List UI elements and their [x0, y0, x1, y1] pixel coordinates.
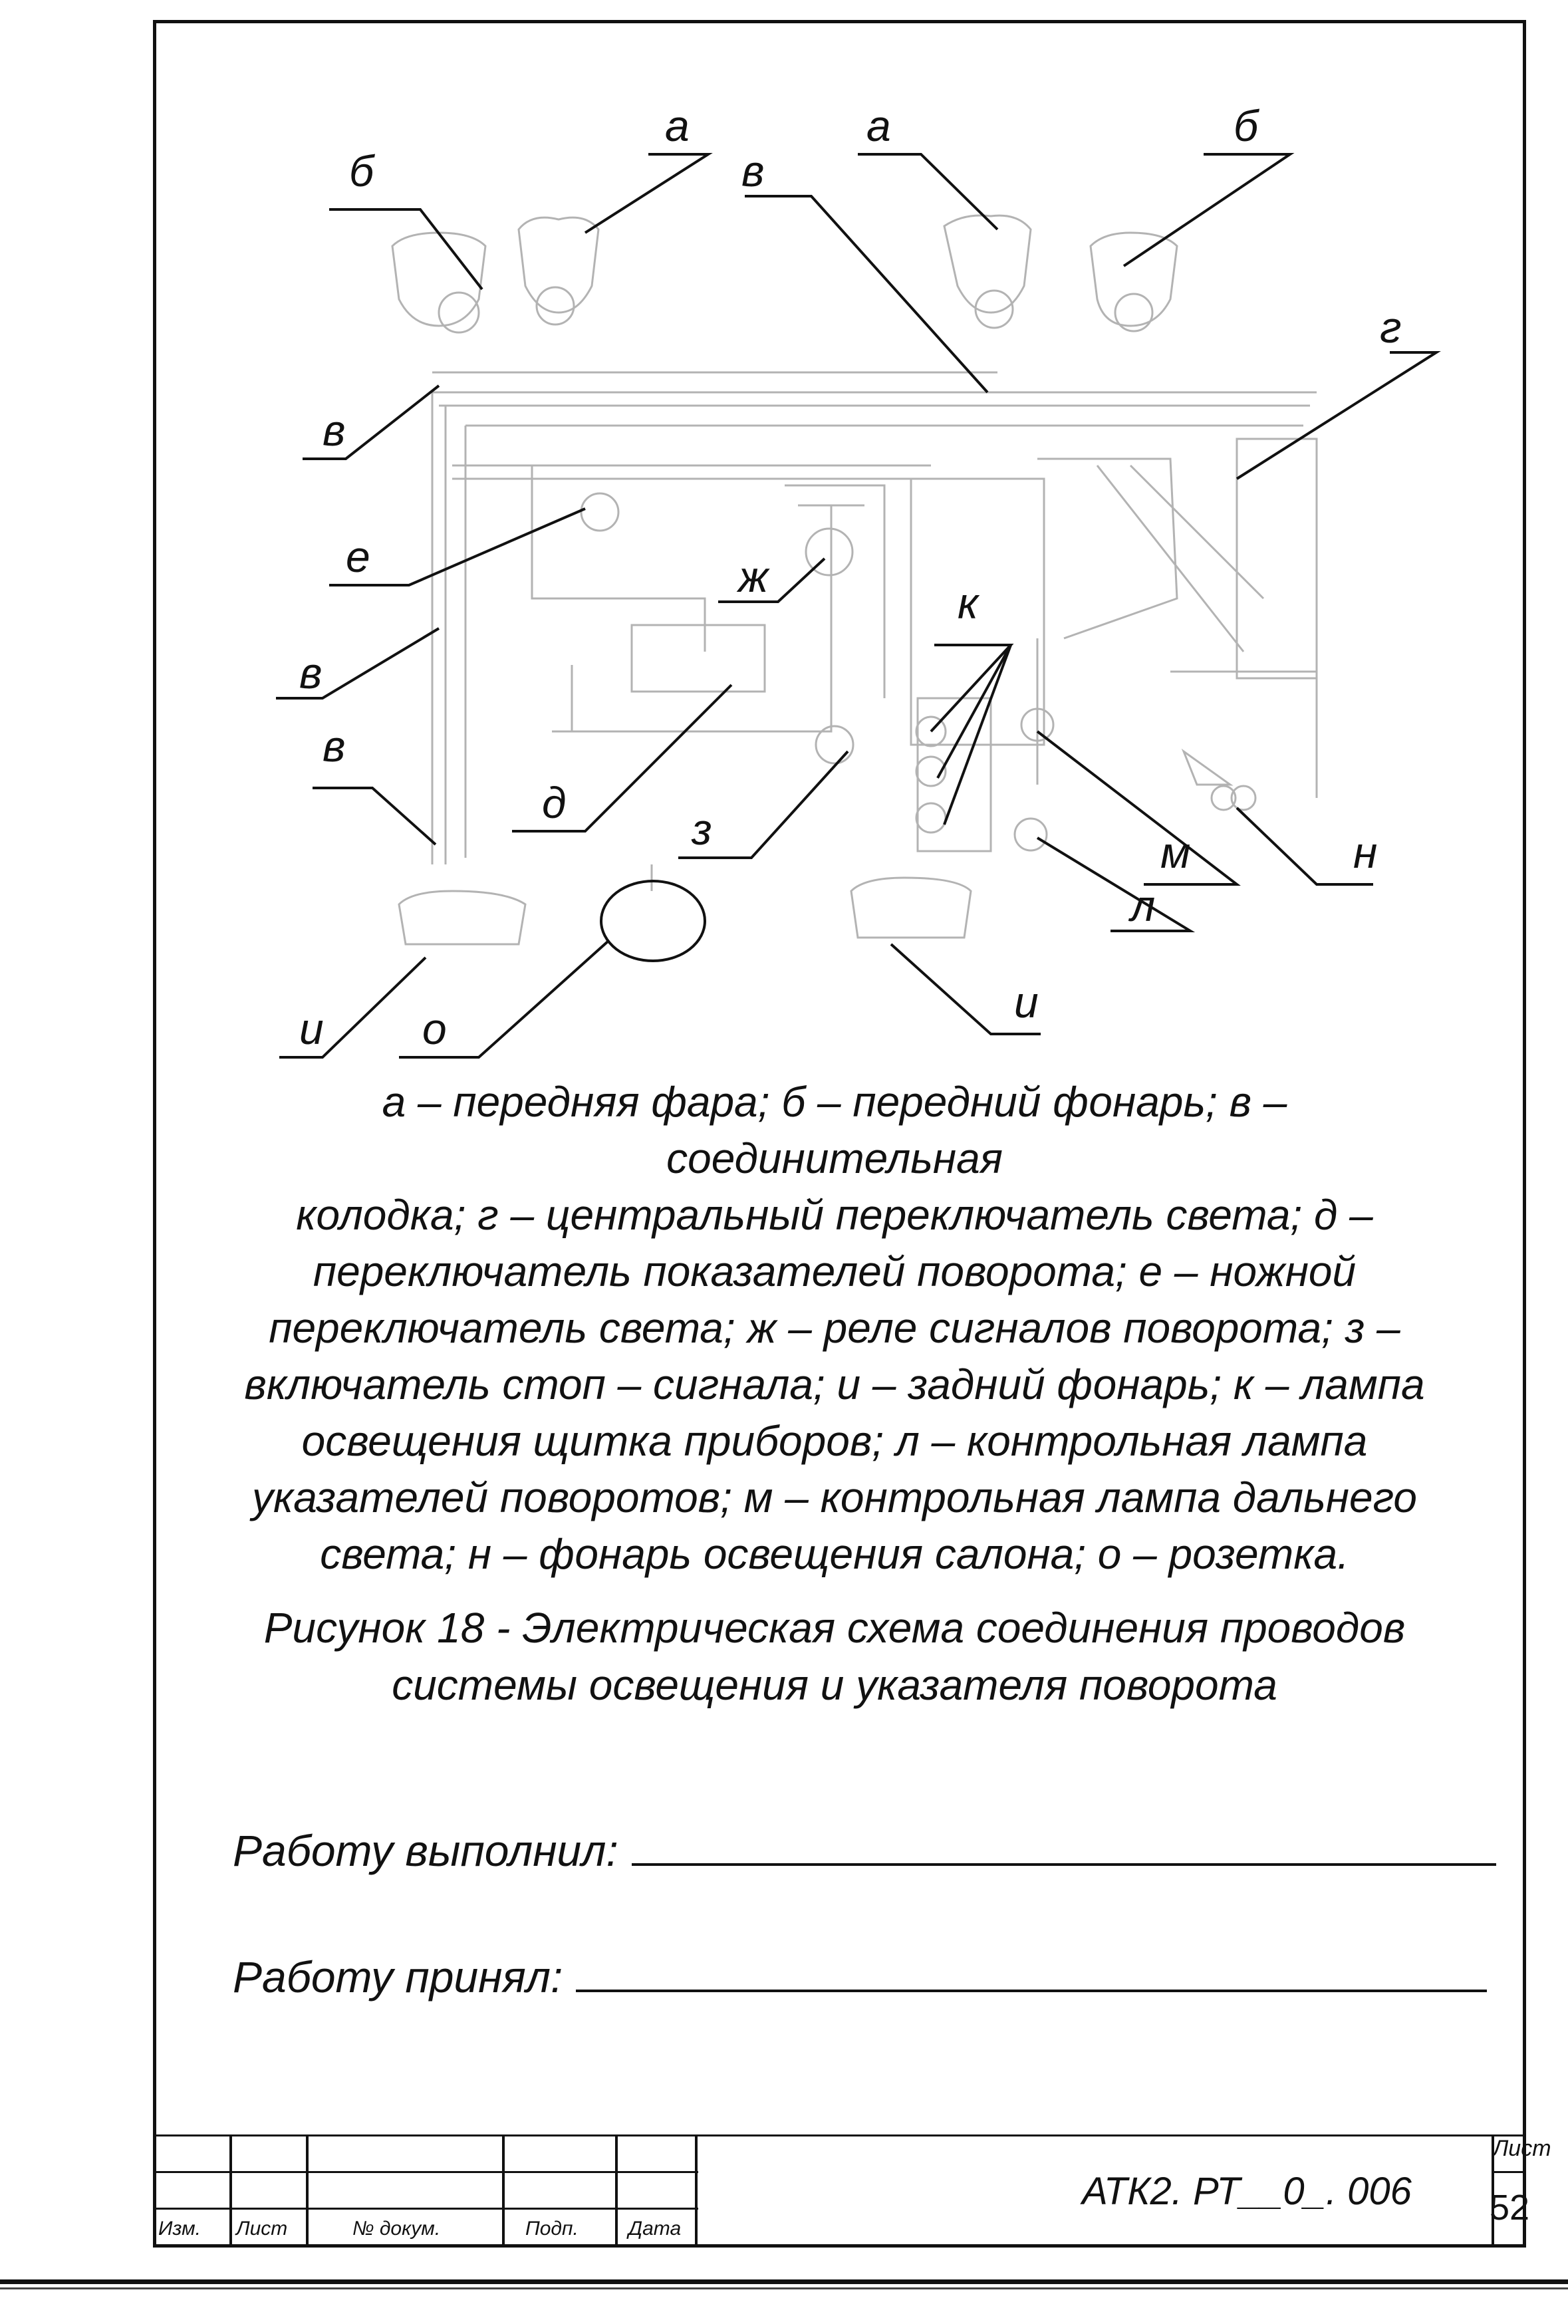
label-v-left2: в — [299, 648, 323, 698]
label-v-left1: в — [323, 406, 346, 455]
legend-line: освещения щитка приборов; л – контрольная лампа — [301, 1417, 1368, 1465]
label-i-right: и — [1014, 977, 1039, 1027]
label-a-left: а — [665, 101, 690, 150]
label-i-left: и — [299, 1004, 324, 1053]
label-zh: ж — [738, 552, 769, 601]
label-v-top: в — [741, 146, 765, 195]
signature-accepted — [233, 1952, 1487, 2002]
figure-title-line: системы освещения и указателя поворота — [392, 1661, 1277, 1709]
legend-line: переключатель показателей поворота; е – ножной — [313, 1247, 1357, 1295]
legend-line: света; н – фонарь освещения салона; о – розетка. — [320, 1530, 1349, 1578]
label-d: д — [542, 778, 567, 827]
document-code: АТК2. РТ__0_. 006 — [1082, 2169, 1412, 2213]
col-doc: № докум. — [352, 2218, 441, 2240]
socket-ellipse — [601, 881, 705, 961]
legend-line: а – передняя фара; б – передний фонарь; в – соединительная — [382, 1078, 1287, 1182]
col-izm: Изм. — [158, 2218, 201, 2240]
signature-performed-line[interactable] — [632, 1830, 1496, 1866]
col-list: Лист — [236, 2218, 288, 2240]
signature-performed — [233, 1825, 1496, 1876]
title-block — [153, 2134, 1551, 2248]
col-date: Дата — [628, 2218, 682, 2240]
legend-line: переключатель света; ж – реле сигналов поворота; з – — [269, 1304, 1400, 1352]
label-m: м — [1160, 828, 1191, 877]
signature-performed-label: Работу выполнил: — [233, 1826, 618, 1875]
figure-legend — [219, 1074, 1450, 1583]
label-e: е — [346, 532, 370, 581]
sheet-caption: Лист — [1493, 2136, 1551, 2161]
wiring-diagram — [0, 0, 1568, 1064]
label-z: з — [692, 805, 712, 854]
figure-title-line: Рисунок 18 - Электрическая схема соединения проводов — [263, 1604, 1406, 1652]
label-g: г — [1380, 303, 1402, 352]
legend-line: включатель стоп – сигнала; и – задний фонарь; к – лампа — [244, 1360, 1425, 1408]
bottom-rule — [0, 2279, 1568, 2284]
label-a-right: а — [866, 101, 891, 150]
sheet-number: 52 — [1489, 2188, 1530, 2228]
legend-line: колодка; г – центральный переключатель света; д – — [296, 1191, 1373, 1239]
bottom-rule-thin — [0, 2287, 1568, 2289]
label-l: л — [1130, 881, 1156, 930]
signature-accepted-label: Работу принял: — [233, 1952, 563, 2001]
figure-title — [219, 1599, 1450, 1714]
legend-line: указателей поворотов; м – контрольная лампа дальнего — [252, 1474, 1417, 1521]
label-o: о — [422, 1004, 447, 1053]
label-b-left: б — [349, 146, 374, 195]
label-k: к — [958, 579, 979, 628]
label-b-right: б — [1234, 101, 1259, 150]
signature-accepted-line[interactable] — [576, 1956, 1487, 1992]
label-v-left3: в — [323, 721, 346, 771]
col-sign: Подп. — [525, 2218, 579, 2240]
label-n: н — [1353, 828, 1378, 877]
